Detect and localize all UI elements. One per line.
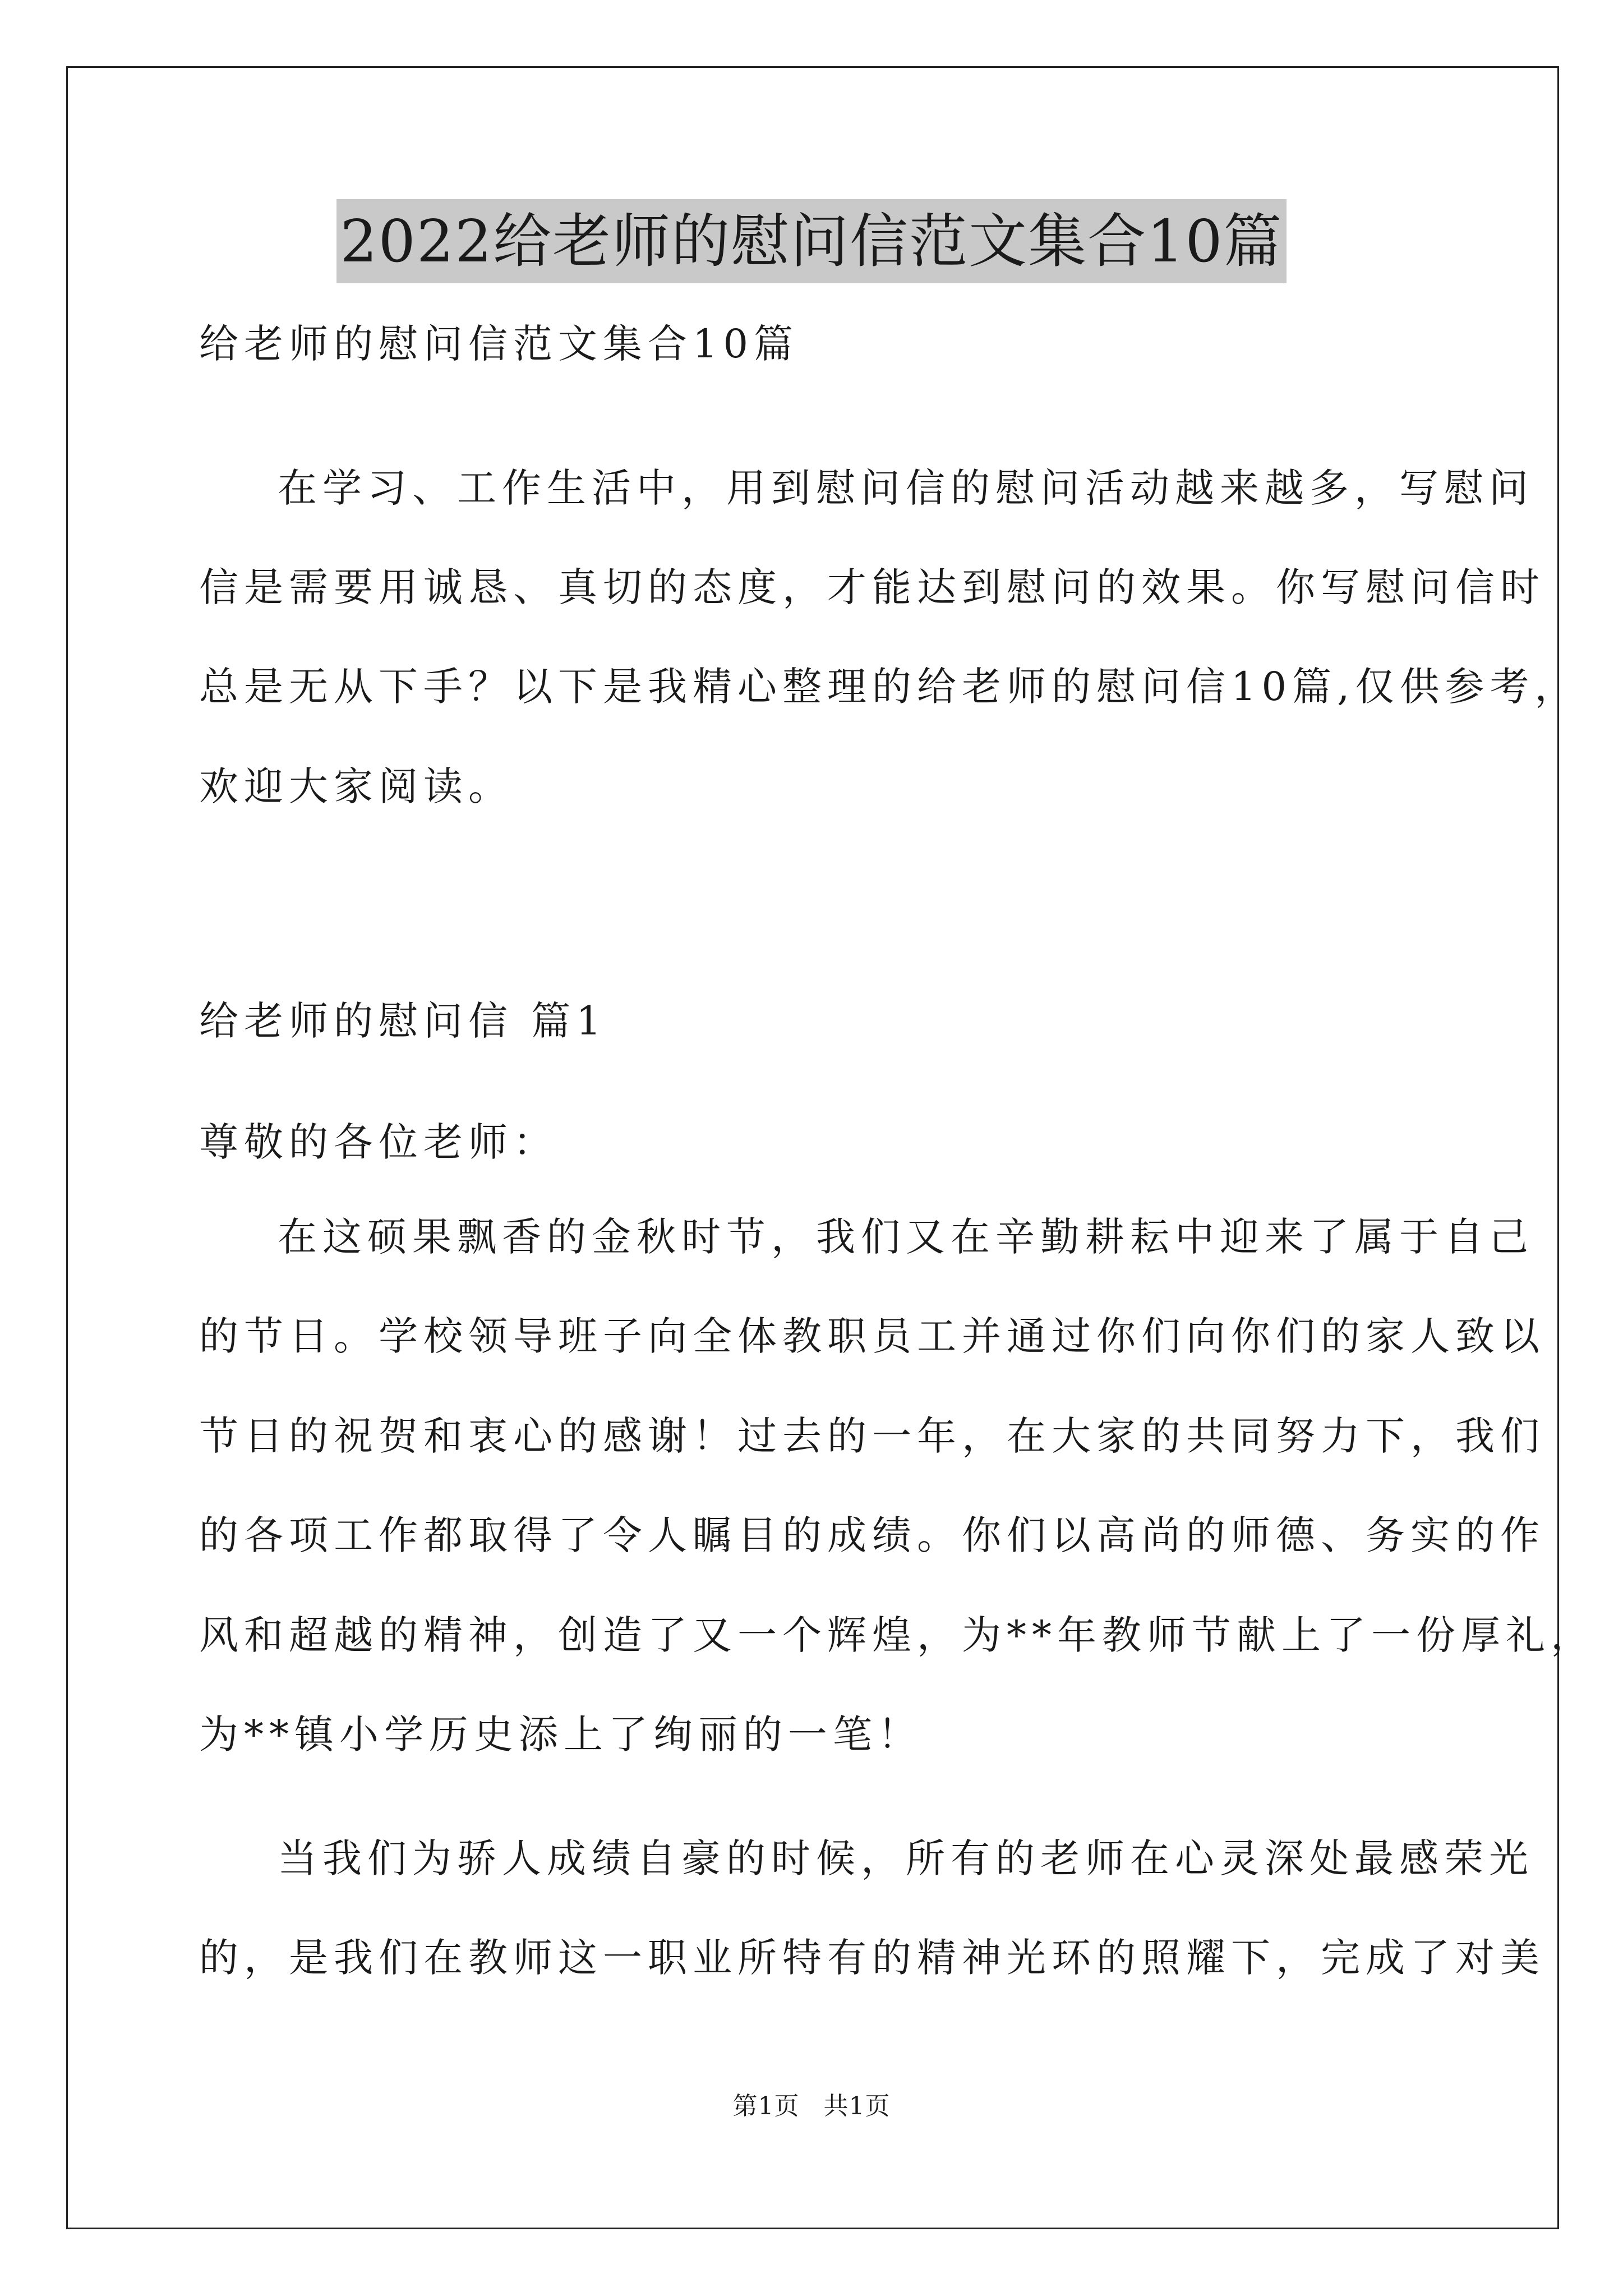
document-title: 2022给老师的慰问信范文集合10篇 [336,199,1286,283]
intro-line: 信是需要用诚恳、真切的态度，才能达到慰问的效果。你写慰问信时 [199,564,1545,610]
page-number-current: 第1页 [732,2092,800,2120]
paragraph-line: 的节日。学校领导班子向全体教职员工并通过你们向你们的家人致以 [199,1313,1545,1359]
paragraph-line: 当我们为骄人成绩自豪的时候，所有的老师在心灵深处最感荣光 [278,1835,1534,1881]
section-heading: 给老师的慰问信 篇1 [199,998,607,1044]
intro-line: 在学习、工作生活中，用到慰问信的慰问活动越来越多，写慰问 [278,465,1534,511]
paragraph-line: 的，是我们在教师这一职业所特有的精神光环的照耀下，完成了对美 [199,1935,1545,1981]
page-number-total: 共1页 [823,2092,891,2120]
paragraph-line: 为**镇小学历史添上了绚丽的一笔！ [199,1711,923,1757]
paragraph-line: 的各项工作都取得了令人瞩目的成绩。你们以高尚的师德、务实的作 [199,1512,1545,1558]
paragraph-line: 节日的祝贺和衷心的感谢！过去的一年，在大家的共同努力下，我们 [199,1413,1545,1459]
page-footer [0,2090,1623,2123]
paragraph-line: 在这硕果飘香的金秋时节，我们又在辛勤耕耘中迎来了属于自己 [278,1214,1534,1260]
document-subtitle: 给老师的慰问信范文集合10篇 [199,321,799,367]
intro-line: 欢迎大家阅读。 [199,763,513,809]
paragraph-line: 风和超越的精神，创造了又一个辉煌，为**年教师节献上了一份厚礼， [199,1612,1596,1658]
intro-line: 总是无从下手？以下是我精心整理的给老师的慰问信10篇,仅供参考， [199,664,1580,710]
title-container [0,199,1623,283]
salutation: 尊敬的各位老师： [199,1119,558,1165]
